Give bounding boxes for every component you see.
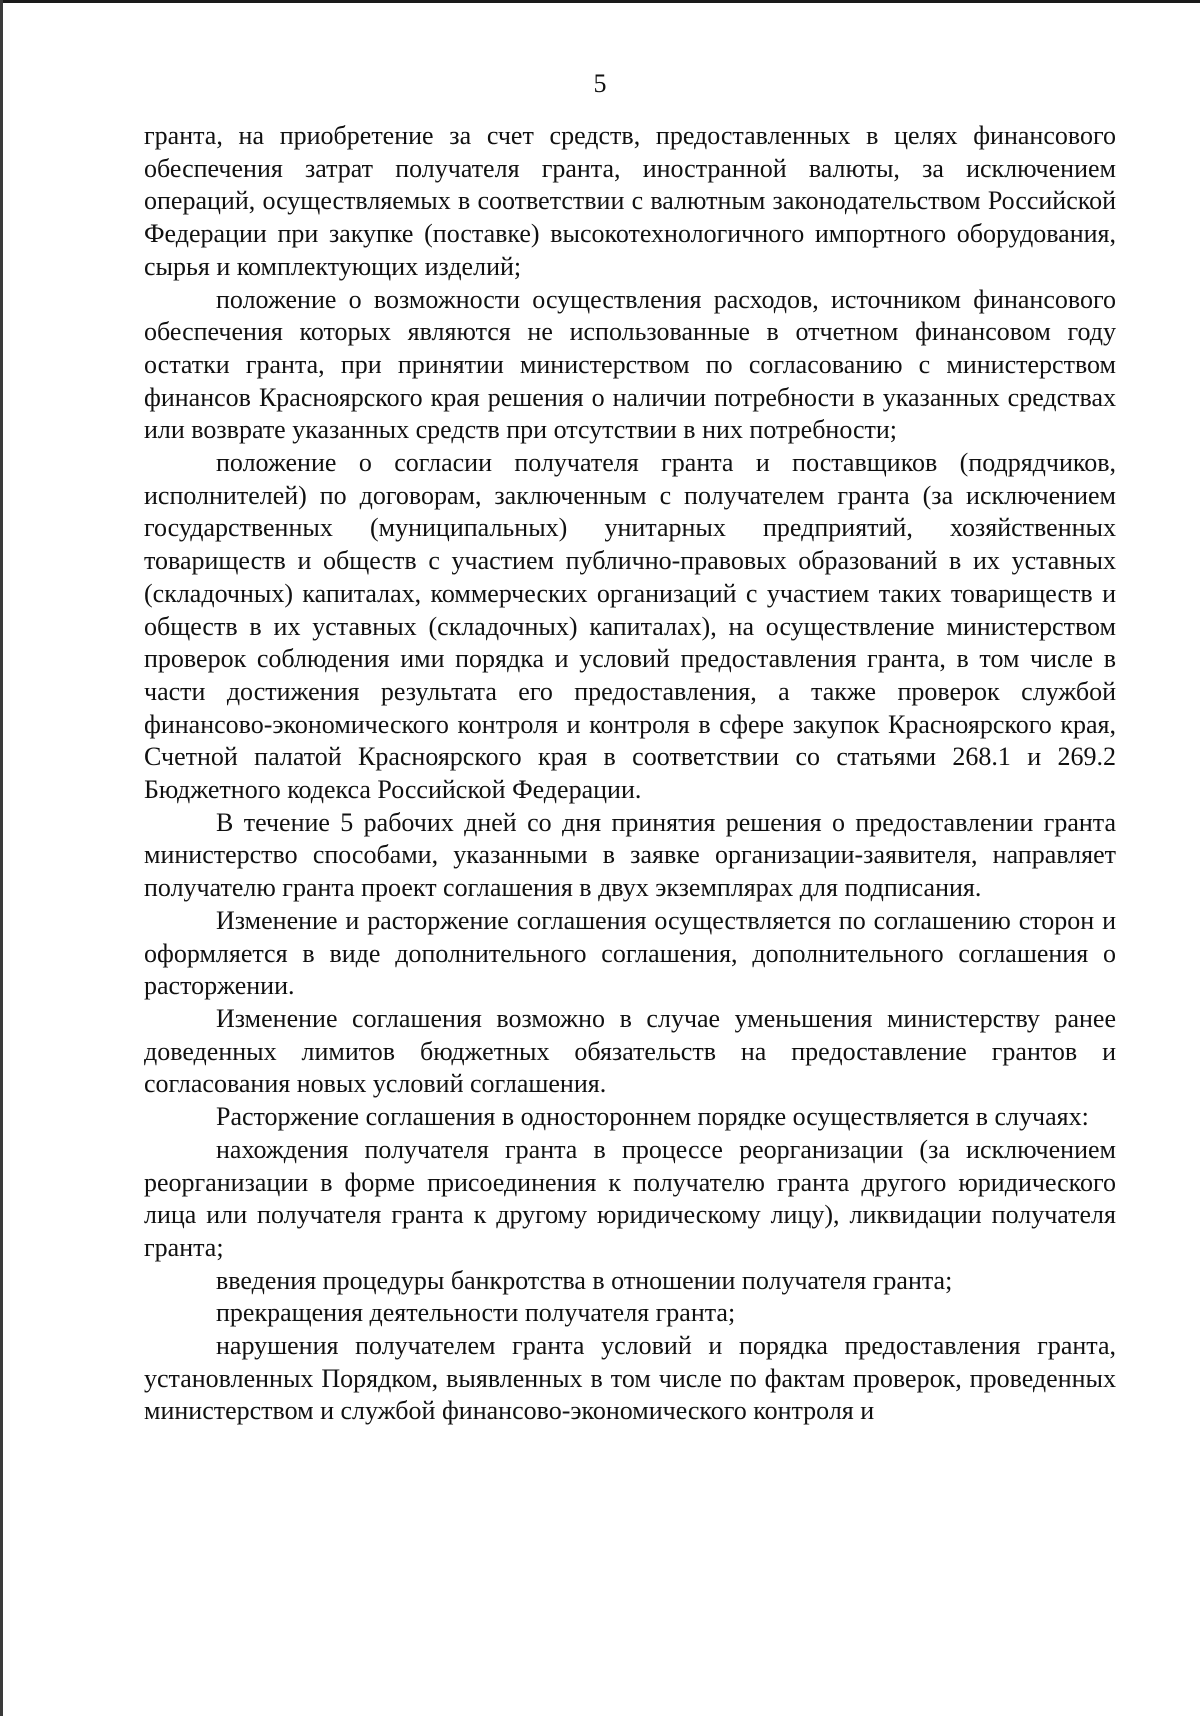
paragraph: Расторжение соглашения в одностороннем порядке осуществляется в случаях:: [216, 1102, 1089, 1132]
list-item: введения процедуры банкротства в отношении получателя гранта;: [216, 1265, 953, 1295]
document-body: [144, 120, 1116, 1428]
paragraph: гранта, на приобретение за счет средств, предоставленных в целях финансового обеспечения затрат получателя гранта, иностранной валюты, за исключением операций, осуществляемых в соответствии с валютным законодательством Российской Федерации при закупке (поставке) высокотехнологичного импортного оборудования, сырья и комплектующих изделий;: [144, 121, 1116, 281]
page-top-edge: [0, 0, 1200, 3]
list-item: нахождения получателя гранта в процессе реорганизации (за исключением реорганизации в форме присоединения к получателю гранта другого юридического лица или получателя гранта к другому юридическому лицу), ликвидации получателя гранта;: [144, 1134, 1116, 1262]
paragraph: положение о согласии получателя гранта и поставщиков (подрядчиков, исполнителей) по договорам, заключенным с получателем гранта (за исключением государственных (муниципальных) унитарных предприятий, хозяйственных товариществ и обществ с участием публично-правовых образований в их уставных (складочных) капиталах, коммерческих организаций с участием таких товариществ и обществ в их уставных (складочных) капиталах), на осуществление министерством проверок соблюдения ими порядка и условий предоставления гранта, в том числе в части достижения результата его предоставления, а также проверок службой финансово-экономического контроля и контроля в сфере закупок Красноярского края, Счетной палатой Красноярского края в соответствии со статьями 268.1 и 269.2 Бюджетного кодекса Российской Федерации.: [144, 448, 1116, 805]
list-item: нарушения получателем гранта условий и порядка предоставления гранта, установленных Порядком, выявленных в том числе по фактам проверок, проведенных министерством и службой финансово-экономического контроля и: [144, 1331, 1116, 1426]
list-item: прекращения деятельности получателя гранта;: [216, 1298, 736, 1328]
paragraph: В течение 5 рабочих дней со дня принятия решения о предоставлении гранта министерство способами, указанными в заявке организации-заявителя, направляет получателю гранта проект соглашения в двух экземплярах для подписания.: [144, 807, 1116, 903]
page-left-edge: [0, 0, 3, 1716]
paragraph: положение о возможности осуществления расходов, источником финансового обеспечения которых являются не использованные в отчетном финансовом году остатки гранта, при принятии министерством по согласованию с министерством финансов Красноярского края решения о наличии потребности в указанных средствах или возврате указанных средств при отсутствии в них потребности;: [144, 284, 1116, 445]
paragraph: Изменение соглашения возможно в случае уменьшения министерству ранее доведенных лимитов бюджетных обязательств на предоставление грантов и согласования новых условий соглашения.: [144, 1003, 1116, 1099]
paragraph: Изменение и расторжение соглашения осуществляется по соглашению сторон и оформляется в виде дополнительного соглашения, дополнительного соглашения о расторжении.: [144, 905, 1116, 1001]
page-number: 5: [593, 69, 607, 98]
